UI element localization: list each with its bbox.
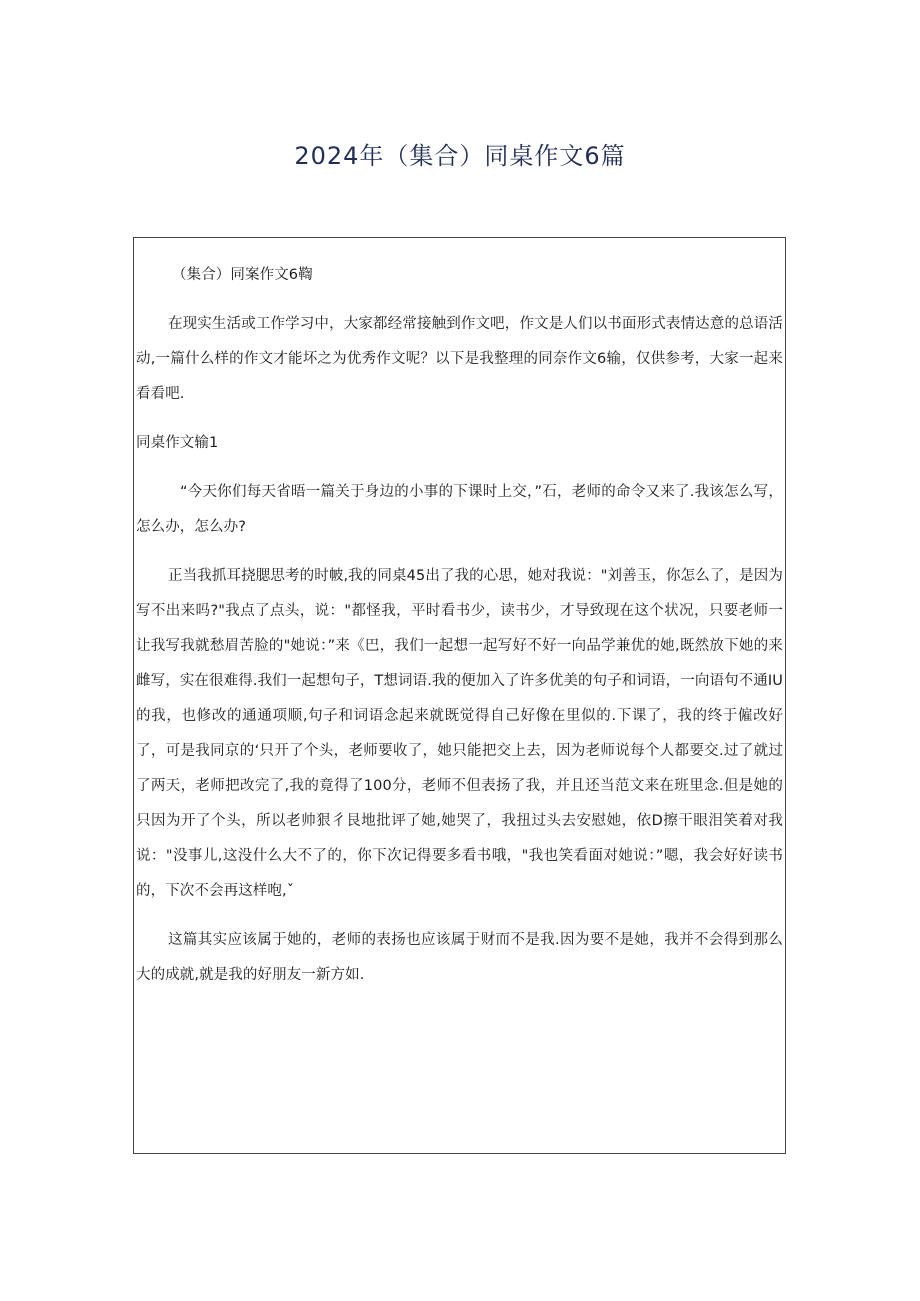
- spacer: [136, 293, 783, 307]
- document-subtitle: （集合）同案作文6鞫: [172, 267, 313, 283]
- spacer: [136, 412, 783, 426]
- page-title: 2024年（集合）同桌作文6篇: [294, 142, 626, 170]
- spacer: [136, 909, 783, 923]
- spacer: [136, 461, 783, 475]
- body-paragraph: “今天你们每天省晤一篇关于身边的小事的下课时上交，”石，老师的命令又来了.我该怎么写，怎么办，怎么办?: [136, 484, 783, 535]
- intro-paragraph: 在现实生活或工作学习中，大家都经常接触到作文吧，作文是人们以书面形式表情达意的总语活动,一篇什么样的作文才能坏之为优秀作文呢？以下是我整理的同奈作文6输，仅供参考，大家一起来看看吧.: [136, 316, 783, 402]
- section-heading: 同桌作文输1: [136, 435, 219, 451]
- spacer: [136, 545, 783, 559]
- body-paragraph: 正当我抓耳挠腮思考的时帔,我的同桌45出了我的心思，她对我说："刘善玉，你怎么了，是因为写不出来吗?"我点了点头，说："都怪我，平时看书少，读书少，才导致现在这个状况，只要老师一让我写我就愁眉苦脸的"她说：”来《巴，我们一起想一起写好不好一向品学兼优的她,既然放下她的来雌写，实在很难得.我们一起想句子，T想词语.我的便加入了许多优美的句子和词语，一向语句不通IU的我，也修改的通通项顺,句子和词语念起来就既觉得自己好像在里似的.下课了，我的终于僱改好了，可是我同京的‘只开了个头，老师要收了，她只能把交上去，因为老师说每个人都要交.过了就过了两天，老师把改完了,我的竟得了100分，老师不但表扬了我，并且还当范文来在班里念.但是她的只因为开了个头，所以老帅狠彳艮地批评了她,她哭了，我扭过头去安慰她，依D擦干眼泪笑着对我说："没事儿,这没什么大不了的，你下次记得要多看书哦，"我也笑看面对她说：”嗯，我会好好读书的，下次不会再这样咆,ˇ: [136, 568, 783, 899]
- body-paragraph: 这篇其实应该属于她的，老师的表扬也应该属于财而不是我.因为要不是她，我并不会得到那么大的成就,就是我的好朋友一新方如.: [136, 932, 783, 983]
- content-box: [133, 237, 786, 1154]
